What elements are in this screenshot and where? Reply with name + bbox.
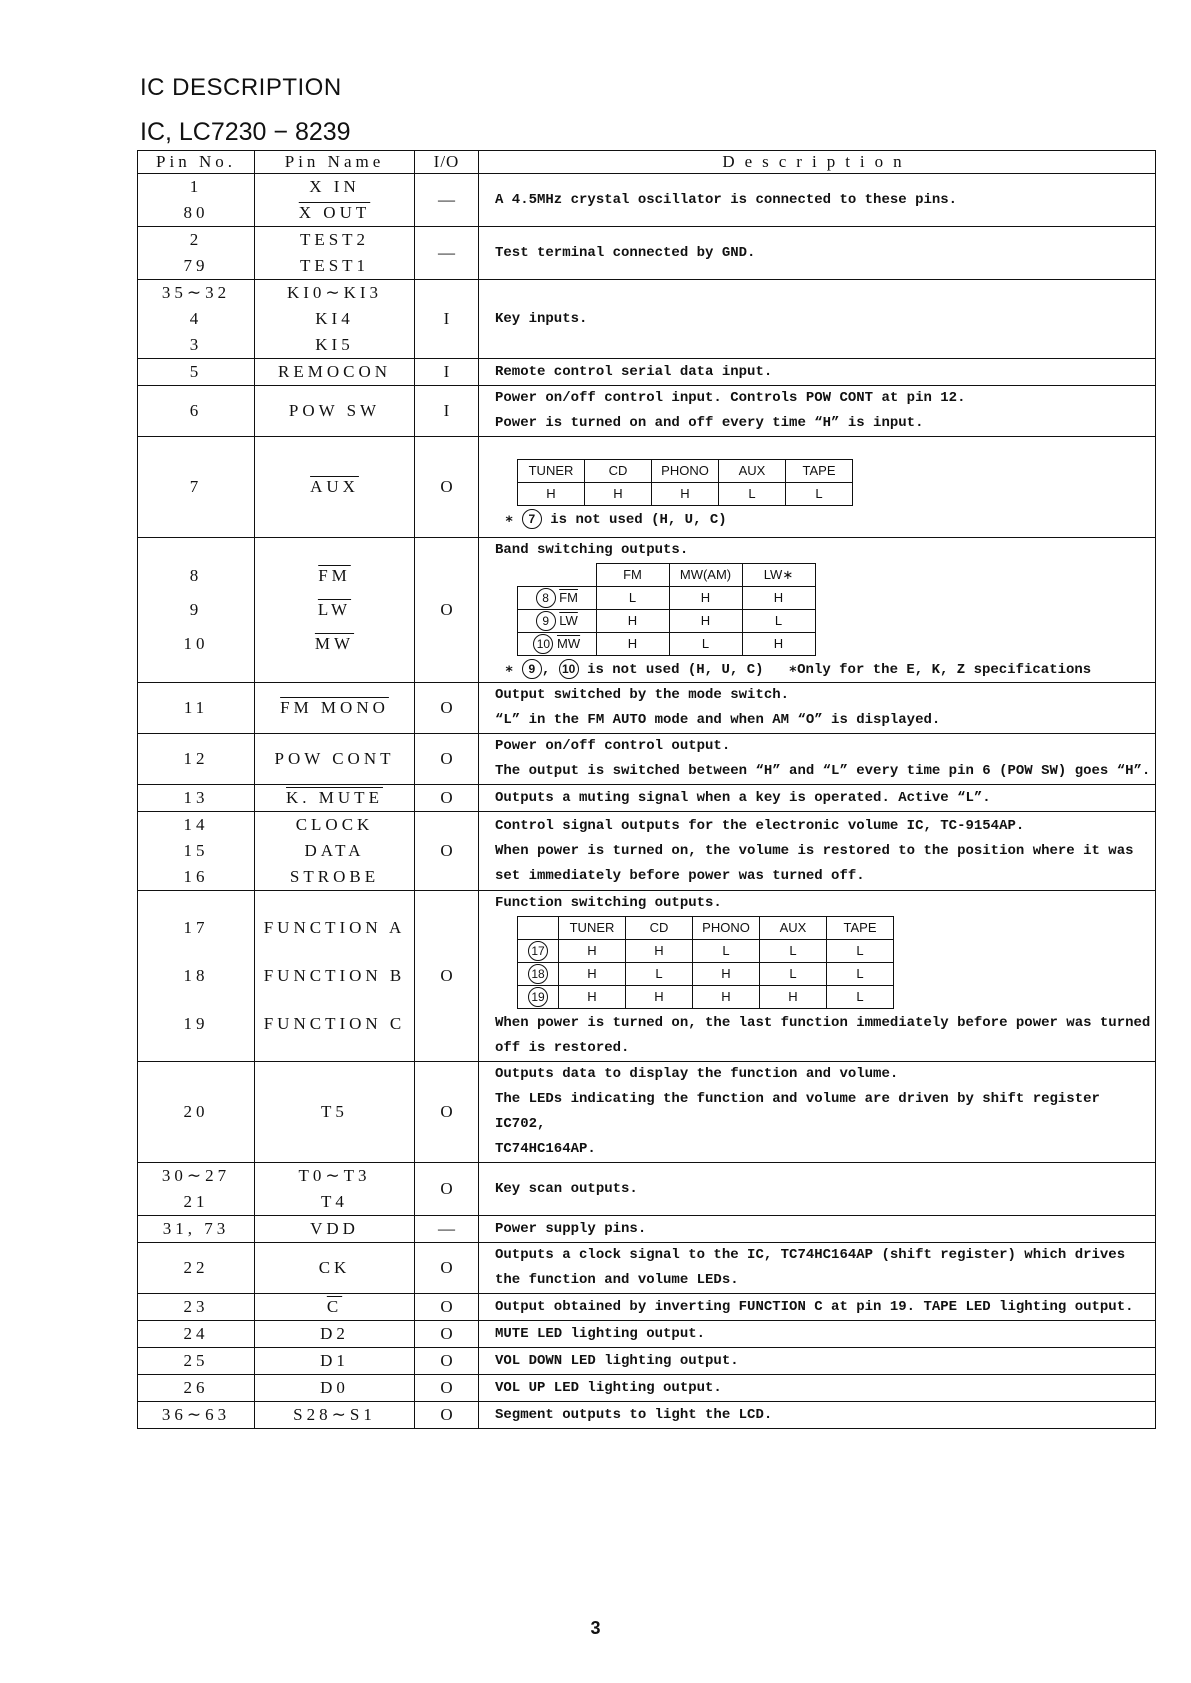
pin-name: T4 [321,1192,348,1211]
description-cell: Power supply pins. [479,1216,1156,1243]
pin-no-cell: 31, 73 [138,1216,255,1243]
table-row [138,1243,1156,1294]
pin-number: 30∼27 [161,1166,231,1185]
sub-cell: L [742,610,815,633]
pin-no-cell: 24 [138,1321,255,1348]
pin-name-cell [255,227,415,280]
sub-row-name: $\overline{LW}$ [559,613,578,628]
pin-name: TEST1 [299,256,370,275]
description-cell: Remote control serial data input. [479,359,1156,386]
description-line: Outputs a clock signal to the IC, TC74HC164AP (shift register) which drives [495,1247,1126,1263]
table-row [138,1062,1156,1163]
pin-number: 9 [189,600,203,619]
circled-pin-number: 18 [528,964,548,984]
io-cell: O [415,812,479,891]
sub-cell: H [693,986,760,1009]
pin-number: 35∼32 [161,283,231,302]
pin-number: 4 [189,309,203,328]
pin-no-cell [138,538,255,683]
sub-row-label [518,610,597,633]
description-line: The output is switched between “H” and “L” every time pin 6 (POW SW) goes “H”. [495,763,1151,779]
table-row [138,1375,1156,1402]
pin-number: 2 [189,230,203,249]
io-cell: O [415,437,479,538]
description-line: Power on/off control output. [495,738,731,754]
table-row [138,1321,1156,1348]
pin-name-cell [255,812,415,891]
header-pin-no: Pin No. [138,151,255,174]
circled-pin-number: 10 [533,634,553,654]
pin-no-cell: 26 [138,1375,255,1402]
description-line: Function switching outputs. [495,895,722,911]
io-cell: — [415,1216,479,1243]
pin-no-cell: 13 [138,785,255,812]
pin-number: 3 [189,335,203,354]
sub-cell: L [786,482,853,505]
description-cell [479,1062,1156,1163]
description-cell: MUTE LED lighting output. [479,1321,1156,1348]
sub-cell: H [652,482,719,505]
pin-no-cell: 11 [138,683,255,734]
table-row [138,386,1156,437]
pin-no-cell [138,812,255,891]
sub-cell: H [693,963,760,986]
function-switching-table [517,916,894,1009]
description-cell [479,437,1156,538]
pin-no-cell: 20 [138,1062,255,1163]
description-line: “L” in the FM AUTO mode and when AM “O” is displayed. [495,712,941,728]
sub-cell: L [669,633,742,656]
pin-no-cell [138,280,255,359]
description-line: Output switched by the mode switch. [495,687,790,703]
sub-header: TUNER [518,459,585,482]
pin-no-cell: 12 [138,734,255,785]
sub-header: MW(AM) [669,564,742,587]
description-line: The LEDs indicating the function and volume are driven by shift register IC702, [495,1091,1100,1132]
pin-no-cell [138,891,255,1062]
description-cell: Key scan outputs. [479,1163,1156,1216]
description-line: Control signal outputs for the electronic volume IC, TC-9154AP. [495,817,1025,834]
description-cell: Key inputs. [479,280,1156,359]
pin-name-cell [255,437,415,538]
header-io: I/O [415,151,479,174]
circled-pin-number: 10 [559,659,579,679]
description-cell: A 4.5MHz crystal oscillator is connected to these pins. [479,174,1156,227]
table-row [138,683,1156,734]
io-cell: I [415,386,479,437]
pin-number: 80 [183,203,209,222]
description-cell: Test terminal connected by GND. [479,227,1156,280]
circled-pin-number: 9 [522,659,542,679]
pin-name: $\overline{MW}$ [314,634,355,653]
io-cell: O [415,1294,479,1321]
pin-name-cell [255,1163,415,1216]
band-switching-table [517,563,816,656]
pin-name-cell: T5 [255,1062,415,1163]
table-row [138,359,1156,386]
pin-name-cell [255,280,415,359]
footnote [505,508,1155,532]
pin-no-cell: 22 [138,1243,255,1294]
description-line: When power is turned on, the volume is restored to the position where it was [495,842,1134,859]
pin-no-cell: 6 [138,386,255,437]
page-number: 3 [590,1618,601,1638]
description-line: off is restored. [495,1040,630,1056]
table-row [138,734,1156,785]
description-cell [479,683,1156,734]
pin-name-cell: VDD [255,1216,415,1243]
pin-no-cell: 36∼63 [138,1402,255,1429]
sub-cell: H [596,633,669,656]
pin-name-cell [255,538,415,683]
table-row [138,785,1156,812]
sub-row-name: $\overline{MW}$ [557,636,581,651]
page-title: IC DESCRIPTION [140,74,342,101]
sub-cell: H [760,986,827,1009]
pin-name: $\overline{C}$ [326,1297,343,1316]
pin-name-cell [255,891,415,1062]
description-line: Outputs data to display the function and volume. [495,1066,899,1082]
page-subtitle: IC, LC7230 − 8239 [140,118,351,146]
aux-state-table [517,459,853,506]
description-cell: Outputs a muting signal when a key is operated. Active “L”. [479,785,1156,812]
io-cell: O [415,734,479,785]
pin-name-cell: D2 [255,1321,415,1348]
description-line: Power on/off control input. Controls POW CONT at pin 12. [495,390,966,406]
description-line: When power is turned on, the last function immediately before power was turned [495,1015,1151,1031]
io-cell: O [415,1402,479,1429]
sub-cell: L [693,940,760,963]
pin-name: $\overline{AUX}$ [310,477,359,496]
pin-no-cell [138,227,255,280]
sub-cell: H [742,633,815,656]
pin-name: K. MUTE [286,788,383,807]
pin-number: 14 [183,815,209,834]
io-cell: O [415,1348,479,1375]
pin-name-cell: REMOCON [255,359,415,386]
sub-header: AUX [719,459,786,482]
io-cell: O [415,1375,479,1402]
description-cell: Output obtained by inverting FUNCTION C at pin 19. TAPE LED lighting output. [479,1294,1156,1321]
table-row [138,1402,1156,1429]
io-cell: O [415,785,479,812]
footnote-text: is not used (H, U, C) [587,662,764,678]
pin-name-cell [255,174,415,227]
pin-name-cell: POW CONT [255,734,415,785]
pin-number: 8 [189,566,203,585]
footnote-text: is not used (H, U, C) [550,511,727,528]
table-row [138,538,1156,683]
asterisk-mark: ∗ [505,511,514,528]
table-row [138,437,1156,538]
pin-name: FUNCTION A [263,918,406,937]
pin-number: 79 [183,256,209,275]
table-row [138,1163,1156,1216]
io-cell: O [415,683,479,734]
pin-name-cell [255,683,415,734]
header-pin-name: Pin Name [255,151,415,174]
pin-name-cell [255,785,415,812]
sub-cell: L [626,963,693,986]
circled-pin-number: 9 [536,611,556,631]
sub-cell: L [827,963,894,986]
sub-cell: H [518,482,585,505]
sub-header: CD [626,917,693,940]
pin-name: KI0∼KI3 [286,283,383,302]
io-cell: O [415,891,479,1062]
sub-row-label [518,633,597,656]
io-cell: — [415,174,479,227]
table-row [138,1216,1156,1243]
description-line: Band switching outputs. [495,542,689,558]
pin-number: 18 [183,966,209,985]
description-cell [479,538,1156,683]
pin-name: TEST2 [299,230,370,249]
pin-number: 16 [183,867,209,886]
io-cell: O [415,1321,479,1348]
pin-name: CLOCK [295,815,374,834]
pin-name: X IN [309,177,360,196]
description-cell [479,1243,1156,1294]
pin-name: FUNCTION B [263,966,406,985]
pin-name-cell: D0 [255,1375,415,1402]
io-cell: — [415,227,479,280]
pin-no-cell: 23 [138,1294,255,1321]
pin-name: FUNCTION C [263,1014,406,1033]
io-cell: O [415,1062,479,1163]
description-cell: Segment outputs to light the LCD. [479,1402,1156,1429]
sub-header: TUNER [559,917,626,940]
sub-header: CD [585,459,652,482]
sub-cell: L [827,986,894,1009]
pin-description-table [137,150,1156,1429]
description-line: set immediately before power was turned off. [495,867,865,884]
pin-name: T0∼T3 [298,1166,371,1185]
pin-no-cell: 5 [138,359,255,386]
sub-cell: L [719,482,786,505]
pin-name-cell: S28∼S1 [255,1402,415,1429]
circled-pin-number: 19 [528,987,548,1007]
pin-name: STROBE [289,867,380,886]
pin-name-cell: POW SW [255,386,415,437]
sub-header: AUX [760,917,827,940]
table-row [138,280,1156,359]
circled-pin-number: 7 [522,509,542,529]
sub-cell: L [760,963,827,986]
description-line: the function and volume LEDs. [495,1272,739,1288]
description-cell: VOL DOWN LED lighting output. [479,1348,1156,1375]
io-cell: O [415,1163,479,1216]
sub-cell: H [626,940,693,963]
sub-header: PHONO [652,459,719,482]
pin-name: $\overline{FM}$ [318,566,351,585]
pin-name: $\overline{LW}$ [317,600,352,619]
description-cell: VOL UP LED lighting output. [479,1375,1156,1402]
pin-name-cell: D1 [255,1348,415,1375]
sub-cell: H [669,610,742,633]
pin-number: 15 [183,841,209,860]
table-row [138,227,1156,280]
io-cell: O [415,538,479,683]
description-line: Power is turned on and off every time “H” is input. [495,415,924,431]
pin-number: 19 [183,1014,209,1033]
footnote [505,658,1155,682]
sub-cell: H [585,482,652,505]
circled-pin-number: 8 [536,588,556,608]
pin-no-cell: 7 [138,437,255,538]
pin-name-cell [255,1294,415,1321]
pin-number: 1 [189,177,203,196]
sub-cell: L [760,940,827,963]
description-cell [479,386,1156,437]
table-row [138,174,1156,227]
pin-no-cell [138,174,255,227]
sub-cell: H [742,587,815,610]
description-cell [479,812,1156,891]
sub-cell: H [559,986,626,1009]
sub-cell: H [596,610,669,633]
sub-header: TAPE [786,459,853,482]
pin-number: 17 [183,918,209,937]
sub-header: PHONO [693,917,760,940]
table-row [138,1294,1156,1321]
table-row [138,1348,1156,1375]
sub-cell: L [596,587,669,610]
description-line: TC74HC164AP. [495,1141,596,1157]
sub-header: TAPE [827,917,894,940]
sub-cell: H [669,587,742,610]
pin-name: FM MONO [280,698,389,717]
pin-name: DATA [304,841,365,860]
io-cell: I [415,359,479,386]
sub-cell: H [559,963,626,986]
circled-pin-number: 17 [528,941,548,961]
pin-name: KI5 [315,335,354,354]
pin-number: 10 [183,634,209,653]
table-row [138,812,1156,891]
io-cell: O [415,1243,479,1294]
pin-name-cell: CK [255,1243,415,1294]
pin-no-cell [138,1163,255,1216]
asterisk-mark: ∗ [505,662,514,678]
sub-header: FM [596,564,669,587]
sub-row-label [518,587,597,610]
header-description: Description [479,151,1156,174]
description-cell [479,734,1156,785]
sub-cell: H [626,986,693,1009]
sub-cell: L [827,940,894,963]
sub-header: LW∗ [742,564,815,587]
footnote-separator: , [541,662,551,678]
table-header-row [138,151,1156,174]
description-cell [479,891,1156,1062]
footnote-text-spec: ∗Only for the E, K, Z specifications [788,662,1092,678]
sub-row-name: $\overline{FM}$ [559,590,578,605]
pin-number: 21 [183,1192,209,1211]
sub-cell: H [559,940,626,963]
pin-name: KI4 [315,309,354,328]
io-cell: I [415,280,479,359]
table-row [138,891,1156,1062]
pin-name: X OUT [298,203,371,222]
pin-no-cell: 25 [138,1348,255,1375]
